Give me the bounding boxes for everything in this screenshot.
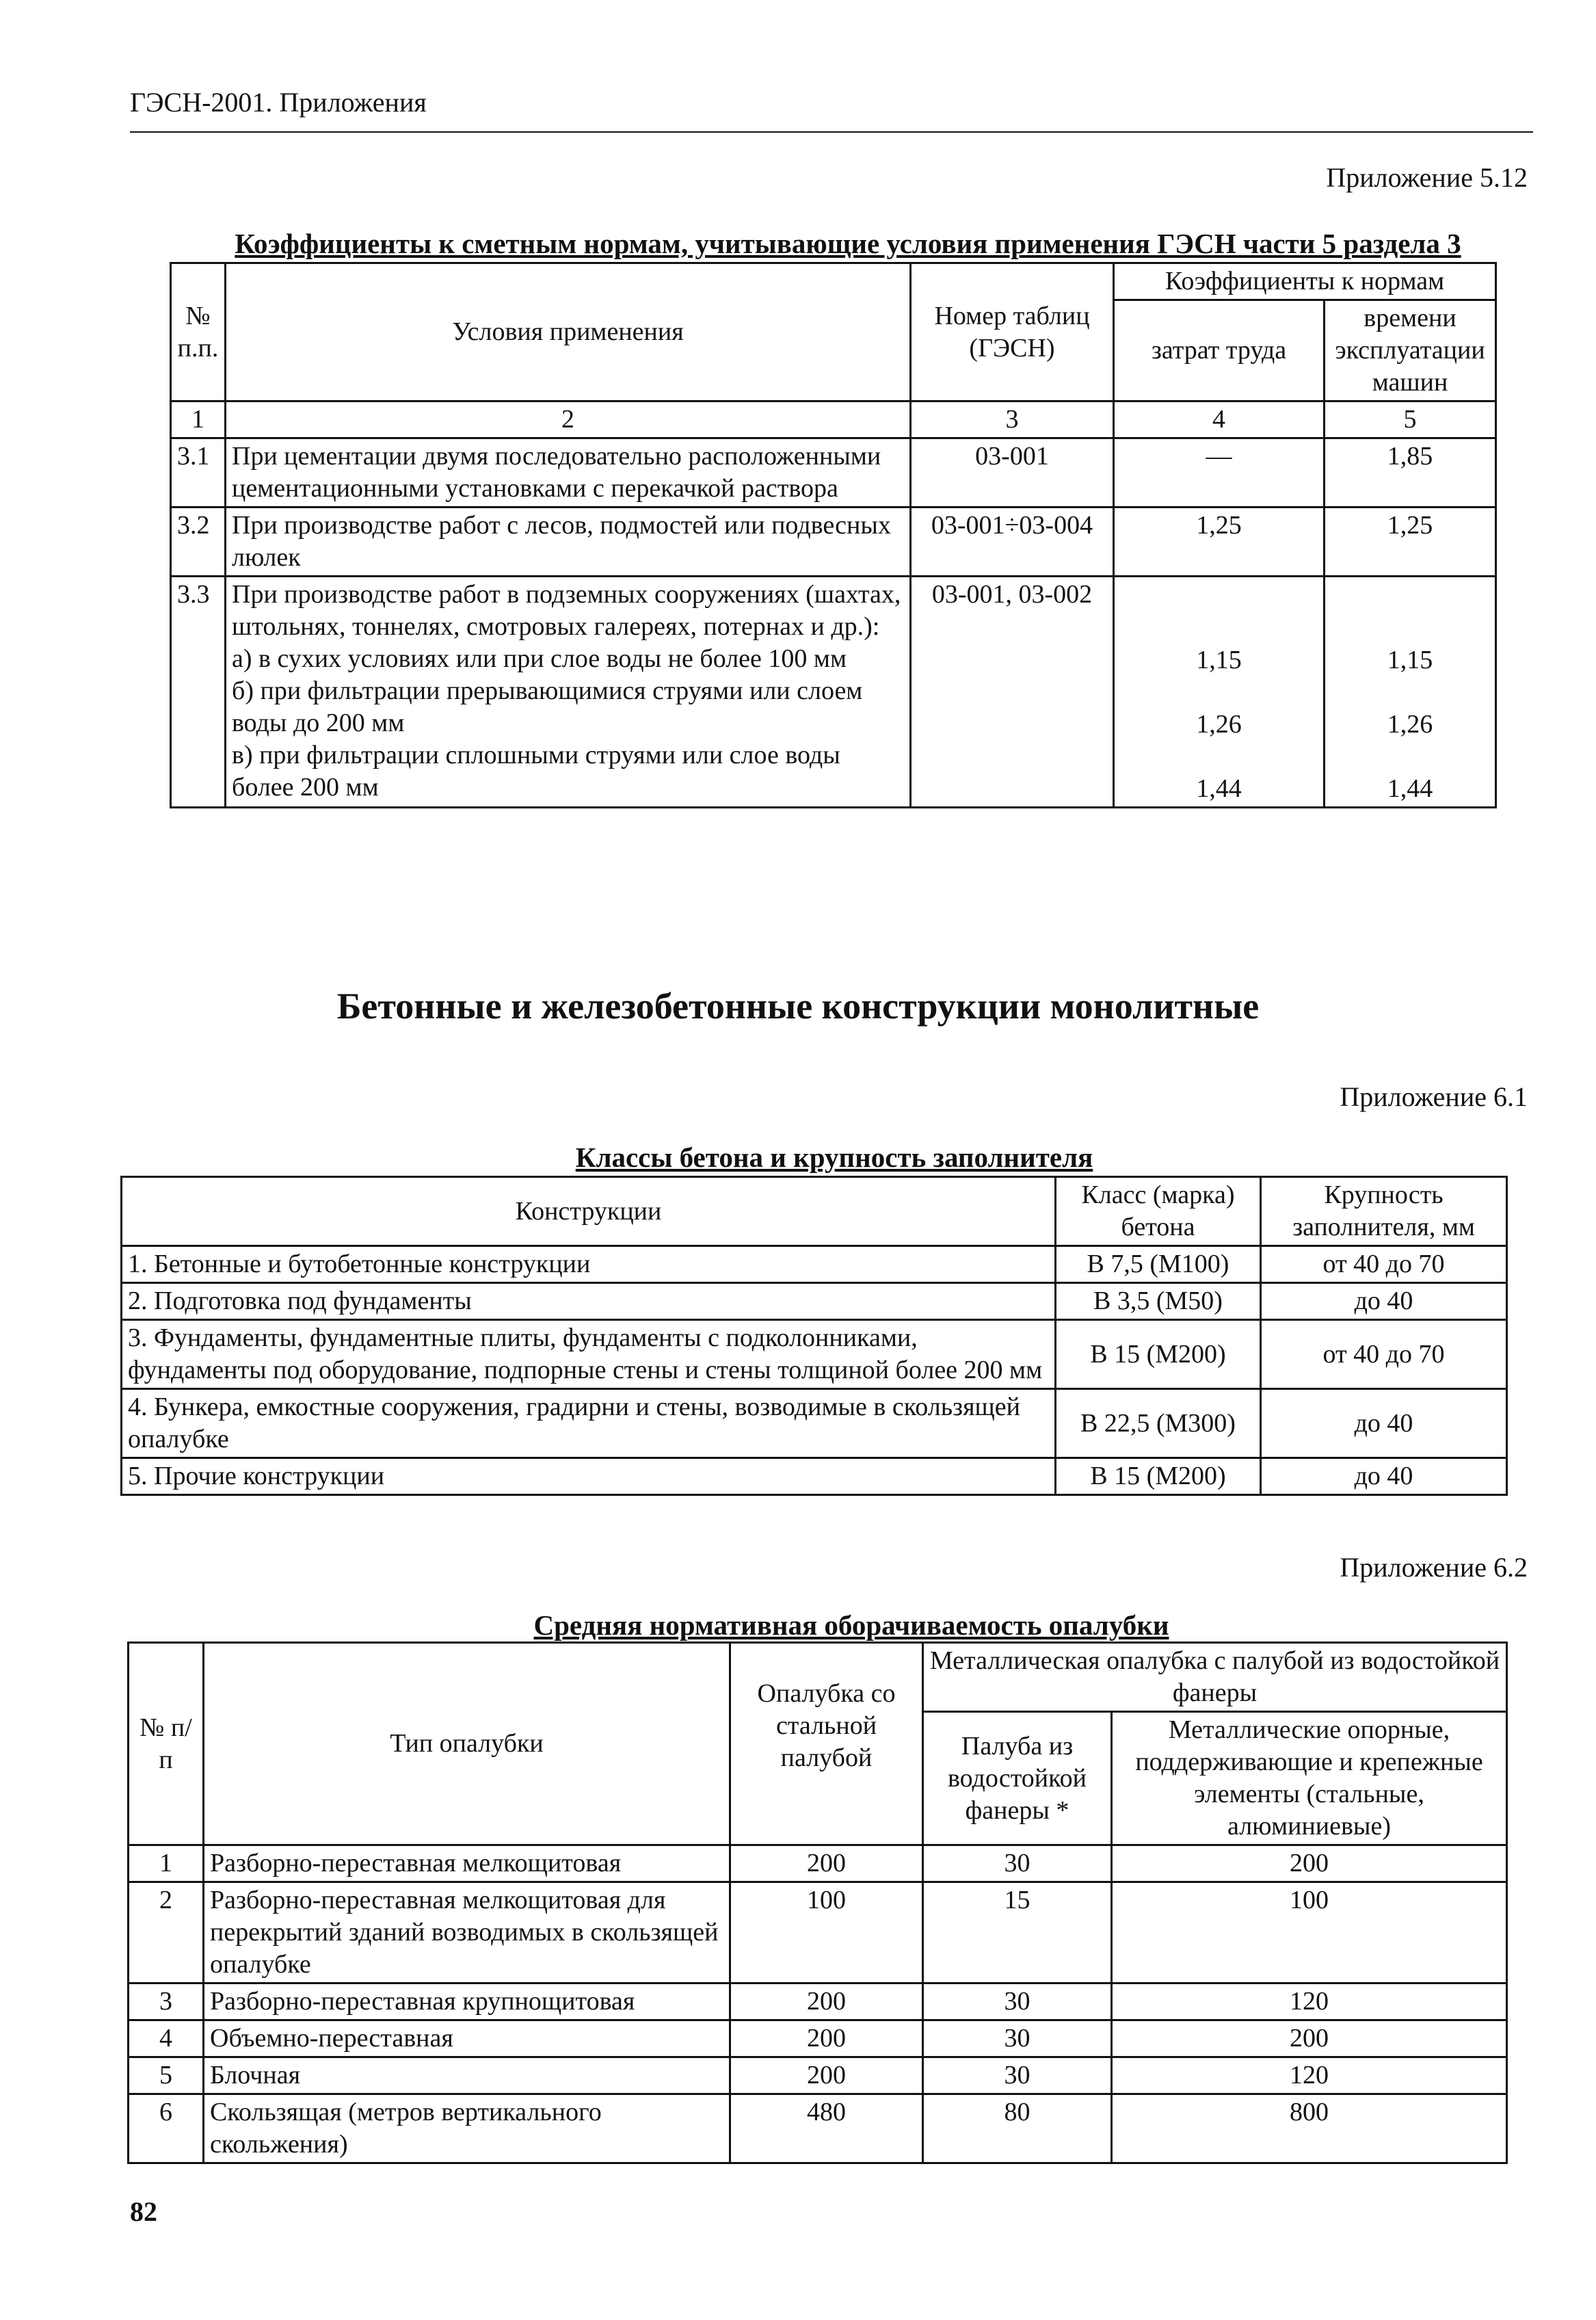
row-steel: 200 — [730, 2057, 923, 2094]
coef-a: 1,15 — [1387, 646, 1433, 674]
table-row — [122, 1246, 1507, 1283]
section-title: Бетонные и железобетонные конструкции монолитные — [336, 986, 1260, 1027]
row-number: 3.1 — [171, 438, 226, 508]
col-head-metal: Металлическая опалубка с палубой из водостойкой фанеры — [923, 1643, 1507, 1712]
coef-c: 1,44 — [1387, 774, 1433, 803]
running-header: ГЭСН-2001. Приложения — [130, 87, 427, 118]
row-table-no: 03-001, 03-002 — [911, 577, 1114, 808]
coef-c: 1,44 — [1196, 774, 1242, 803]
row-support: 120 — [1112, 1983, 1507, 2020]
row-construction: 2. Подготовка под фундаменты — [122, 1283, 1056, 1320]
col-head-steel: Опалубка со стальной палубой — [730, 1643, 923, 1845]
col-head-labor: затрат труда — [1114, 300, 1325, 401]
col-head-coefficients: Коэффициенты к нормам — [1114, 263, 1496, 300]
row-class: В 15 (М200) — [1056, 1458, 1261, 1495]
coef-b: 1,26 — [1387, 710, 1433, 739]
coefficients-table — [170, 262, 1497, 808]
table-row — [171, 577, 1496, 808]
row-plywood: 30 — [923, 1845, 1112, 1882]
col-head-conditions: Условия применения — [226, 263, 911, 401]
row-table-no: 03-001 — [911, 438, 1114, 508]
row-support: 120 — [1112, 2057, 1507, 2094]
row-aggregate: до 40 — [1261, 1389, 1507, 1458]
row-support: 200 — [1112, 2020, 1507, 2057]
table-row — [122, 1458, 1507, 1495]
header-rule — [130, 131, 1533, 133]
table-row — [129, 1882, 1507, 1983]
table-caption-6-2: Средняя нормативная оборачиваемость опалубки — [533, 1609, 1169, 1641]
row-plywood: 15 — [923, 1882, 1112, 1983]
row-class: В 3,5 (М50) — [1056, 1283, 1261, 1320]
row-support: 800 — [1112, 2094, 1507, 2163]
row-type: Блочная — [204, 2057, 730, 2094]
row-plywood: 30 — [923, 2057, 1112, 2094]
col-head-plywood: Палуба из водостойкой фанеры * — [923, 1712, 1112, 1845]
row-number: 6 — [129, 2094, 204, 2163]
row-support: 200 — [1112, 1845, 1507, 1882]
row-number: 3.3 — [171, 577, 226, 808]
row-number: 5 — [129, 2057, 204, 2094]
table-caption-5-12: Коэффициенты к сметным нормам, учитывающие условия применения ГЭСН части 5 раздела 3 — [235, 228, 1461, 259]
table-row — [122, 1320, 1507, 1389]
condition-a: а) в сухих условиях или при слое воды не более 100 мм — [232, 644, 847, 673]
table-row — [129, 2057, 1507, 2094]
row-steel: 200 — [730, 1845, 923, 1882]
row-aggregate: до 40 — [1261, 1283, 1507, 1320]
index-row — [171, 401, 1496, 438]
coef-b: 1,26 — [1196, 710, 1242, 739]
row-type: Разборно-переставная крупнощитовая — [204, 1983, 730, 2020]
col-head-aggregate: Крупность заполнителя, мм — [1261, 1177, 1507, 1246]
row-class: В 15 (М200) — [1056, 1320, 1261, 1389]
col-head-support: Металлические опорные, поддерживающие и крепежные элементы (стальные, алюминиевые) — [1112, 1712, 1507, 1845]
row-class: В 7,5 (М100) — [1056, 1246, 1261, 1283]
col-head-class: Класс (марка) бетона — [1056, 1177, 1261, 1246]
row-plywood: 30 — [923, 2020, 1112, 2057]
row-labor: — — [1114, 438, 1325, 508]
row-condition — [226, 577, 911, 808]
row-condition: При производстве работ с лесов, подмостей или подвесных люлек — [226, 508, 911, 577]
table-row — [129, 2094, 1507, 2163]
row-type: Объемно-переставная — [204, 2020, 730, 2057]
table-row — [129, 1845, 1507, 1882]
row-steel: 100 — [730, 1882, 923, 1983]
row-class: В 22,5 (М300) — [1056, 1389, 1261, 1458]
col-head-constructions: Конструкции — [122, 1177, 1056, 1246]
row-steel: 480 — [730, 2094, 923, 2163]
row-number: 4 — [129, 2020, 204, 2057]
row-labor — [1114, 577, 1325, 808]
condition-c: в) при фильтрации сплошными струями или слое воды более 200 мм — [232, 741, 840, 802]
row-machine: 1,25 — [1325, 508, 1496, 577]
row-type: Скользящая (метров вертикального скольжения) — [204, 2094, 730, 2163]
concrete-classes-table — [120, 1176, 1508, 1496]
table-row — [171, 508, 1496, 577]
index-cell: 1 — [171, 401, 226, 438]
row-table-no: 03-001÷03-004 — [911, 508, 1114, 577]
row-support: 100 — [1112, 1882, 1507, 1983]
row-number: 2 — [129, 1882, 204, 1983]
table-row — [122, 1283, 1507, 1320]
table-row — [171, 438, 1496, 508]
page-number: 82 — [130, 2196, 157, 2227]
index-cell: 4 — [1114, 401, 1325, 438]
col-head-num: № п/п — [129, 1643, 204, 1845]
index-cell: 2 — [226, 401, 911, 438]
row-construction: 1. Бетонные и бутобетонные конструкции — [122, 1246, 1056, 1283]
appendix-5-12-label: Приложение 5.12 — [1326, 162, 1528, 193]
table-row — [129, 1983, 1507, 2020]
col-head-table-no: Номер таблиц (ГЭСН) — [911, 263, 1114, 401]
appendix-6-2-label: Приложение 6.2 — [1340, 1552, 1528, 1583]
coef-a: 1,15 — [1196, 646, 1242, 674]
condition-intro: При производстве работ в подземных сооружениях (шахтах, штольнях, тоннелях, смотровых галереях, потернах и др.): — [232, 580, 901, 641]
row-number: 1 — [129, 1845, 204, 1882]
row-construction: 4. Бункера, емкостные сооружения, градирни и стены, возводимые в скользящей опалубке — [122, 1389, 1056, 1458]
table-row — [129, 2020, 1507, 2057]
row-number: 3.2 — [171, 508, 226, 577]
table-caption-6-1: Классы бетона и крупность заполнителя — [575, 1142, 1093, 1173]
formwork-turnover-table — [127, 1642, 1508, 2164]
row-number: 3 — [129, 1983, 204, 2020]
condition-b: б) при фильтрации прерывающимися струями или слоем воды до 200 мм — [232, 676, 863, 737]
row-aggregate: до 40 — [1261, 1458, 1507, 1495]
row-construction: 5. Прочие конструкции — [122, 1458, 1056, 1495]
row-construction: 3. Фундаменты, фундаментные плиты, фундаменты с подколонниками, фундаменты под оборудование, подпорные стены и стены толщиной более 200 мм — [122, 1320, 1056, 1389]
row-machine — [1325, 577, 1496, 808]
row-condition: При цементации двумя последовательно расположенными цементационными установками с перекачкой раствора — [226, 438, 911, 508]
index-cell: 5 — [1325, 401, 1496, 438]
index-cell: 3 — [911, 401, 1114, 438]
row-steel: 200 — [730, 1983, 923, 2020]
row-type: Разборно-переставная мелкощитовая — [204, 1845, 730, 1882]
table-row — [122, 1389, 1507, 1458]
col-head-machine: времени эксплуатации машин — [1325, 300, 1496, 401]
row-aggregate: от 40 до 70 — [1261, 1320, 1507, 1389]
row-labor: 1,25 — [1114, 508, 1325, 577]
row-machine: 1,85 — [1325, 438, 1496, 508]
col-head-type: Тип опалубки — [204, 1643, 730, 1845]
appendix-6-1-label: Приложение 6.1 — [1340, 1081, 1528, 1112]
row-aggregate: от 40 до 70 — [1261, 1246, 1507, 1283]
col-head-num: № п.п. — [171, 263, 226, 401]
row-plywood: 30 — [923, 1983, 1112, 2020]
row-plywood: 80 — [923, 2094, 1112, 2163]
row-steel: 200 — [730, 2020, 923, 2057]
row-type: Разборно-переставная мелкощитовая для перекрытий зданий возводимых в скользящей опалубке — [204, 1882, 730, 1983]
